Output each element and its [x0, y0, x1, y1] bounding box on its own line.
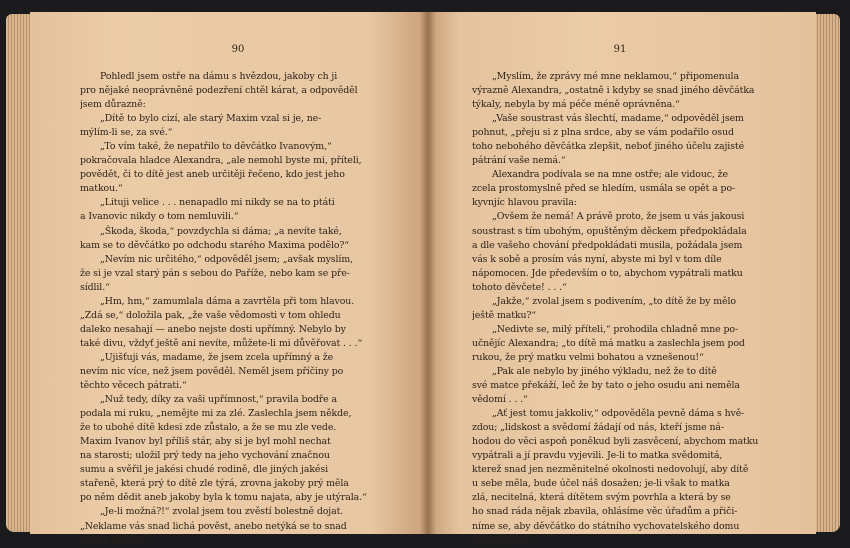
text-line: ho snad ráda nějak zbavila, ohlásíme věc úřadům a přiči- [472, 506, 738, 518]
text-line: „Zdá se,“ doložila pak, „že vaše vědomosti v tom ohledu [80, 309, 341, 321]
text-line: že to ubohé dítě kdesi zde zůstalo, a že se mu zle vede. [80, 422, 337, 434]
left-page-number: 90 [231, 44, 245, 55]
text-line: „Nuž tedy, díky za vaši upřímnost,“ pravila bodře a [100, 394, 337, 406]
text-line: daleko nesahají — anebo nejste dosti upřímný. Nebylo by [80, 323, 346, 335]
text-line: „Škoda, škoda,“ povzdychla si dáma; „a nevíte také, [100, 225, 342, 237]
text-line: u sebe měla, bude účel náš dosažen; je-li však to matka [472, 478, 730, 490]
text-line: rukou, že prý matku velmi bohatou a vznešenou!“ [472, 351, 704, 363]
text-line: vás k sobě a prosím vás nyní, abyste mi byl v tom díle [472, 253, 722, 265]
text-line: vědomí . . .“ [472, 394, 528, 406]
text-line: jiného dítěte?“ [80, 534, 149, 546]
text-line: pokračovala hladce Alexandra, „ale nemohl byste mi, příteli, [80, 155, 362, 167]
text-line: „Ujišťuji vás, madame, že jsem zcela upřímný a že [100, 351, 334, 363]
book-gutter [420, 12, 436, 534]
text-line: a Ivanovic nikdy o tom nemluvili.“ [80, 211, 239, 223]
text-line: také divu, vždyť ještě ani nevíte, můžete-li mi důvěřovat . . .“ [80, 337, 363, 349]
text-line: a dle vašeho chování předpokládati musila, požádala jsem [472, 239, 743, 251]
text-line: týkaly, nebyla by má péče méně oprávněna.“ [472, 99, 680, 111]
text-line: kterež snad jen nezměnitelné okolnosti nedovolují, aby dítě [472, 464, 749, 476]
text-line: podala mi ruku, „nemějte mi za zlé. Zaslechla jsem někde, [80, 408, 352, 420]
text-line: pátrání vaše nemá.“ [472, 155, 566, 167]
text-line: výrazně Alexandra, „ostatně i kdyby se snad jiného děvčátka [472, 85, 755, 97]
text-line: „Hm, hm,“ zamumlala dáma a zavrtěla při tom hlavou. [100, 295, 355, 307]
text-line: pohnut, „přeju si z plna srdce, aby se vám podařilo osud [472, 127, 734, 139]
text-line: po něm dědit aneb jakoby byla k tomu najata, aby je utýrala.“ [80, 492, 367, 504]
left-page [30, 12, 428, 546]
text-line: zdou; „lidskost a svědomí žádají od nás, kteří jsme ná- [472, 422, 724, 434]
text-line: „Nedivte se, milý příteli,“ prohodila chladně mne po- [492, 323, 739, 335]
text-line: sídlil.“ [80, 281, 110, 293]
text-line: že si je vzal starý pán s sebou do Paříže, nebo kam se pře- [80, 267, 350, 279]
right-page [428, 12, 816, 546]
text-line: mýlím-li se, za své.“ [80, 127, 173, 139]
text-line: „Myslím, že zprávy mé mne neklamou,“ připomenula [492, 71, 739, 82]
text-line: soustrast s tím ubohým, opuštěným děckem předpokládala [472, 225, 747, 237]
text-line: jsem důrazně: [80, 99, 146, 111]
text-line: „Dítě to bylo cizí, ale starý Maxim vzal si je, ne- [100, 113, 322, 125]
text-line: „Neklame vás snad lichá pověst, anebo netýká se to snad [80, 520, 347, 532]
text-line: Maxim Ivanov byl příliš stár, aby si je byl mohl nechat [80, 436, 331, 448]
text-line: toho nebohého děvčátka zlepšit, neboť jiného účelu zajisté [472, 141, 745, 153]
text-line: „Ať jest tomu jakkoliv,“ odpověděla pevně dáma s hvě- [492, 408, 745, 420]
text-line: zlá, necitelná, která dítětem svým povrhla a která by se [472, 492, 731, 504]
text-line: Alexandra podívala se na mne ostře; ale vidouc, že [492, 169, 728, 181]
text-line: tohoto děvčete! . . .“ [472, 281, 567, 293]
text-line: „Pak ale nebylo by jiného výkladu, než že to dítě [492, 365, 717, 377]
text-line: pro nějaké neoprávněné podezření chtěl kárat, a odpověděl [80, 85, 358, 97]
text-line: své matce překáží, leč že by tato o jeho osudu ani neměla [472, 380, 740, 392]
right-page-number: 91 [613, 44, 627, 55]
text-line: sumu a svěřil je jakési chudé rodině, dle jiných jakési [80, 464, 328, 476]
text-line: Pohledl jsem ostře na dámu s hvězdou, jakoby ch ji [100, 71, 338, 82]
text-line: hodou do věci aspoň poněkud byli zasvěcení, abychom matku [472, 436, 759, 448]
text-line: zcela prostomyslně před se hledím, usmála se opět a po- [472, 183, 736, 195]
text-line: „Je-li možná?!“ zvolal jsem tou zvěstí bolestně dojat. [100, 506, 344, 518]
text-line: bylo přijato.“ [472, 534, 533, 546]
text-line: stařeně, která prý to dítě zle týrá, zrovna jakoby prý měla [80, 478, 349, 490]
text-line: „Ovšem že nemá! A právě proto, že jsem u vás jakousi [492, 211, 745, 223]
text-line: „To vím také, že nepatřilo to děvčátko Ivanovým,“ [100, 141, 332, 153]
text-line: nápomocen. Jde především o to, abychom vypátrali matku [472, 267, 743, 279]
text-line: učnějíc Alexandra; „to dítě má matku a zaslechla jsem pod [472, 337, 745, 349]
text-line: nevím nic více, než jsem pověděl. Neměl jsem příčiny po [80, 365, 344, 377]
text-line: níme se, aby děvčátko do státního vychovatelského domu [472, 520, 740, 532]
text-line: „Nevím nic určitého,“ odpověděl jsem; „avšak myslím, [100, 253, 353, 265]
text-line: vypátrali a jí pravdu vyjevili. Je-li to matka svědomitá, [472, 450, 723, 462]
right-page-edges [812, 14, 840, 532]
left-page-text [80, 70, 400, 548]
text-line: kyvnjíc hlavou pravila: [472, 197, 577, 209]
text-line: „Jakže,“ zvolal jsem s podivením, „to dítě že by mělo [492, 295, 736, 307]
text-line: „Lituji velice . . . nenapadlo mi nikdy se na to ptáti [100, 197, 335, 209]
text-line: povědět, či to dítě jest aneb určitěji řečeno, kdo jest jeho [80, 169, 345, 181]
text-line: „Vaše soustrast vás šlechtí, madame,“ odpověděl jsem [492, 113, 744, 125]
text-line: kam se to děvčátko po odchodu starého Maxima podělo?“ [80, 239, 350, 251]
text-line: těchto věcech pátrati.“ [80, 380, 187, 392]
text-line: matkou.“ [80, 183, 123, 195]
text-line: ještě matku?“ [472, 309, 537, 321]
right-page-text [472, 70, 782, 548]
text-line: na starosti; uložil prý tedy na jeho vychování značnou [80, 450, 330, 462]
